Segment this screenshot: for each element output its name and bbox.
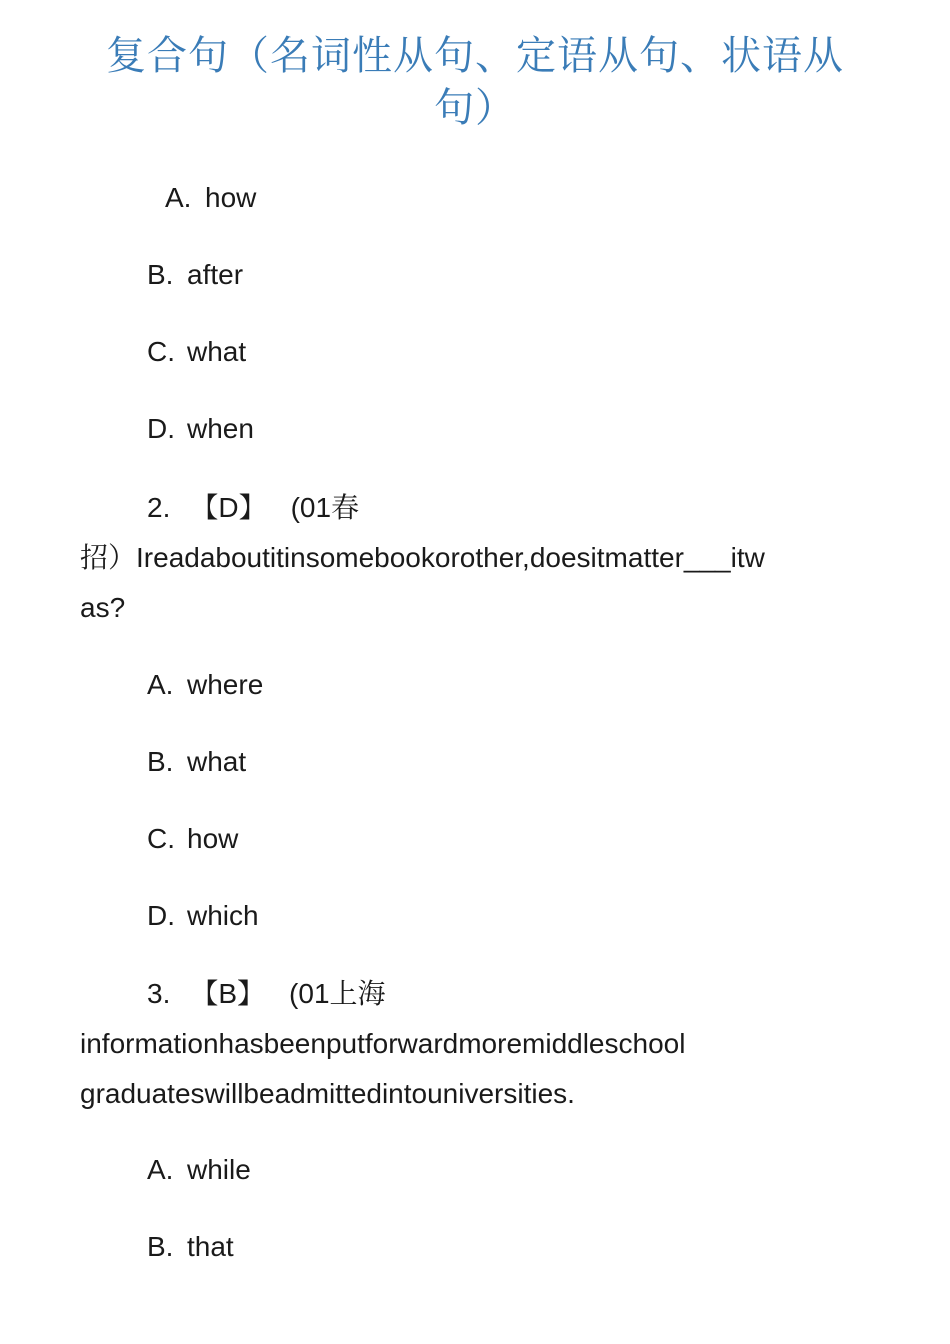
option-letter: C. bbox=[147, 336, 175, 367]
option-text: while bbox=[187, 1154, 251, 1185]
option-text: where bbox=[187, 669, 264, 700]
option-text: what bbox=[187, 746, 247, 777]
q2-option-b bbox=[147, 745, 246, 779]
option-a bbox=[165, 181, 256, 215]
q2-option-c bbox=[147, 822, 238, 856]
option-text: after bbox=[187, 259, 244, 290]
q3-option-b bbox=[147, 1230, 234, 1264]
option-c bbox=[147, 335, 246, 369]
option-letter: B. bbox=[147, 259, 174, 290]
source-label: 上海 bbox=[329, 977, 386, 1010]
option-letter: B. bbox=[147, 1231, 174, 1262]
question-3-header bbox=[80, 969, 880, 1019]
option-text: how bbox=[187, 823, 239, 854]
option-text: that bbox=[187, 1231, 234, 1262]
option-letter: D. bbox=[147, 900, 175, 931]
option-b bbox=[147, 258, 243, 292]
answer-key: 【D】 bbox=[190, 492, 267, 523]
q3-option-a bbox=[147, 1153, 251, 1187]
option-d bbox=[147, 412, 254, 446]
source-label-cont: 招） bbox=[80, 541, 137, 574]
option-letter: A. bbox=[147, 1154, 174, 1185]
option-letter: C. bbox=[147, 823, 175, 854]
source-prefix: (01 bbox=[289, 978, 330, 1009]
question-2-line-3: as? bbox=[80, 592, 126, 623]
source-prefix: (01 bbox=[290, 492, 332, 523]
question-text: Ireadaboutitinsomebookorother,doesitmatter___itw bbox=[136, 542, 765, 573]
question-2 bbox=[80, 483, 880, 633]
option-letter: A. bbox=[147, 669, 174, 700]
option-text: what bbox=[187, 336, 247, 367]
q2-option-d bbox=[147, 899, 259, 933]
question-number: 3. bbox=[147, 978, 171, 1009]
option-text: which bbox=[187, 900, 259, 931]
answer-key: 【B】 bbox=[190, 978, 266, 1009]
option-text: how bbox=[205, 182, 257, 213]
question-3-line-3: graduateswillbeadmittedintouniversities. bbox=[80, 1078, 575, 1109]
question-number: 2. bbox=[147, 492, 171, 523]
question-2-header bbox=[80, 483, 880, 533]
question-2-line-2 bbox=[80, 533, 880, 583]
option-text: when bbox=[187, 413, 254, 444]
option-letter: B. bbox=[147, 746, 174, 777]
question-3 bbox=[80, 969, 880, 1119]
source-label: 春 bbox=[331, 491, 360, 524]
q2-option-a bbox=[147, 668, 263, 702]
option-letter: A. bbox=[165, 182, 192, 213]
page-title: 复合句（名词性从句、定语从句、状语从句） bbox=[106, 33, 844, 131]
question-3-line-2: informationhasbeenputforwardmoremiddleschool bbox=[80, 1028, 686, 1059]
option-letter: D. bbox=[147, 413, 175, 444]
